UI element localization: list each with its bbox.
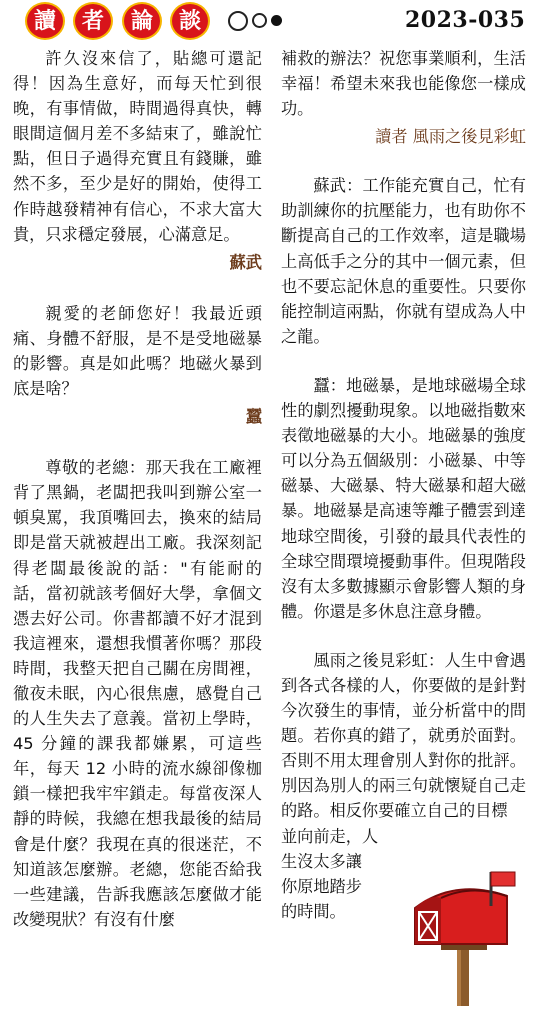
reply-3-tail-line: 生沒太多讓 — [281, 851, 362, 871]
header-badge-4: 談 — [172, 4, 208, 38]
left-column — [13, 46, 262, 932]
letter-3-continued-text: 補救的辦法？祝您事業順利，生活幸福！希望未來我也能像您一樣成功。 — [281, 49, 526, 119]
letter-3-signature: 讀者 風雨之後見彩虹 — [375, 127, 526, 147]
header-badge-1: 讀 — [27, 4, 63, 38]
right-column — [281, 46, 526, 924]
reply-3-tail-line: 的時間。 — [281, 901, 346, 921]
letter-2-signature: 蠶 — [245, 407, 262, 427]
mailbox-icon — [395, 866, 535, 1006]
page-header — [0, 0, 545, 40]
issue-number: 2023-035 — [405, 7, 526, 33]
letter-3-text: 尊敬的老總：那天我在工廠裡背了黑鍋，老闆把我叫到辦公室一頓臭罵，我頂嘴回去，換來的結局即是當天就被趕出工廠。我深刻記得老闆最後說的話："有能耐的話，當初就該考個好大學，拿個文憑去好公司。你書都讀不好才混到我這裡來，還想我慣著你嗎？那段時間，我整天把自己關在房間裡，徹夜未眠，內心很焦慮，感覺自己的人生失去了意義。當初上學時，45 分鐘的課我都嫌累，可這些年，每天 12 小時的流水線卻像枷鎖一樣把我牢牢鎖走。每當夜深人靜的時候，我總在想我最後的結局會是什麼？我現在真的很迷茫，不知道該怎麼辦。老總，您能否給我一些建議，告訴我應該怎麼做才能改變現狀？有沒有什麼 — [13, 458, 262, 929]
letter-2-text: 親愛的老師您好！我最近頭痛、身體不舒服，是不是受地磁暴的影響。真是如此嗎？地磁火暴到底是啥？ — [13, 303, 262, 399]
header-badge-3: 論 — [124, 4, 160, 38]
ring-dot-icon — [252, 13, 267, 28]
reply-2-text: 蠶：地磁暴，是地球磁場全球性的劇烈擾動現象。以地磁指數來表徵地磁暴的大小。地磁暴的強度可以分為五個級別：小磁暴、中等磁暴、大磁暴、特大磁暴和超大磁暴。地磁暴是高速等離子體雲到達地球空間後，引發的最具代表性的全球空間環境擾動事件。但現階段沒有太多數據顯示會影響人類的身體。你還是多休息注意身體。 — [281, 375, 526, 621]
reply-3-tail-line: 並向前走，人 — [281, 826, 379, 846]
letter-1-text: 許久沒來信了，貼總可還記得！因為生意好，而每天忙到很晚，有事情做，時間過得真快，轉眼間這個月差不多結束了，雖說忙點，但日子過得充實且有錢賺，雖然不多，至少是好的開始，使得工作時越發精神有信心，不求大富大貴，只求穩定發展，心滿意足。 — [13, 49, 262, 244]
reply-3-tail-line: 你原地踏步 — [281, 876, 362, 896]
filled-dot-icon — [271, 15, 282, 26]
reply-3-text: 風雨之後見彩虹：人生中會遇到各式各樣的人，你要做的是針對今次發生的事情，並分析當中的問題。若你真的錯了，就勇於面對。否則不用太理會別人對你的批評。別因為別人的兩三句就懷疑自己走的路。相反你要確立自己的目標 — [281, 650, 526, 821]
header-dots-decoration — [228, 10, 286, 28]
header-badge-2: 者 — [75, 4, 111, 38]
reply-3-tail — [281, 824, 406, 924]
reply-1-text: 蘇武：工作能充實自己，忙有助訓練你的抗壓能力，也有助你不斷提高自己的工作效率，這是職場上高低手之分的其中一個元素，但也不要忘記休息的重要性。只要你能控制這兩點，你就有望成為人中之龍。 — [281, 176, 526, 346]
ring-dot-icon — [228, 11, 248, 31]
letter-1-signature: 蘇武 — [229, 252, 262, 272]
